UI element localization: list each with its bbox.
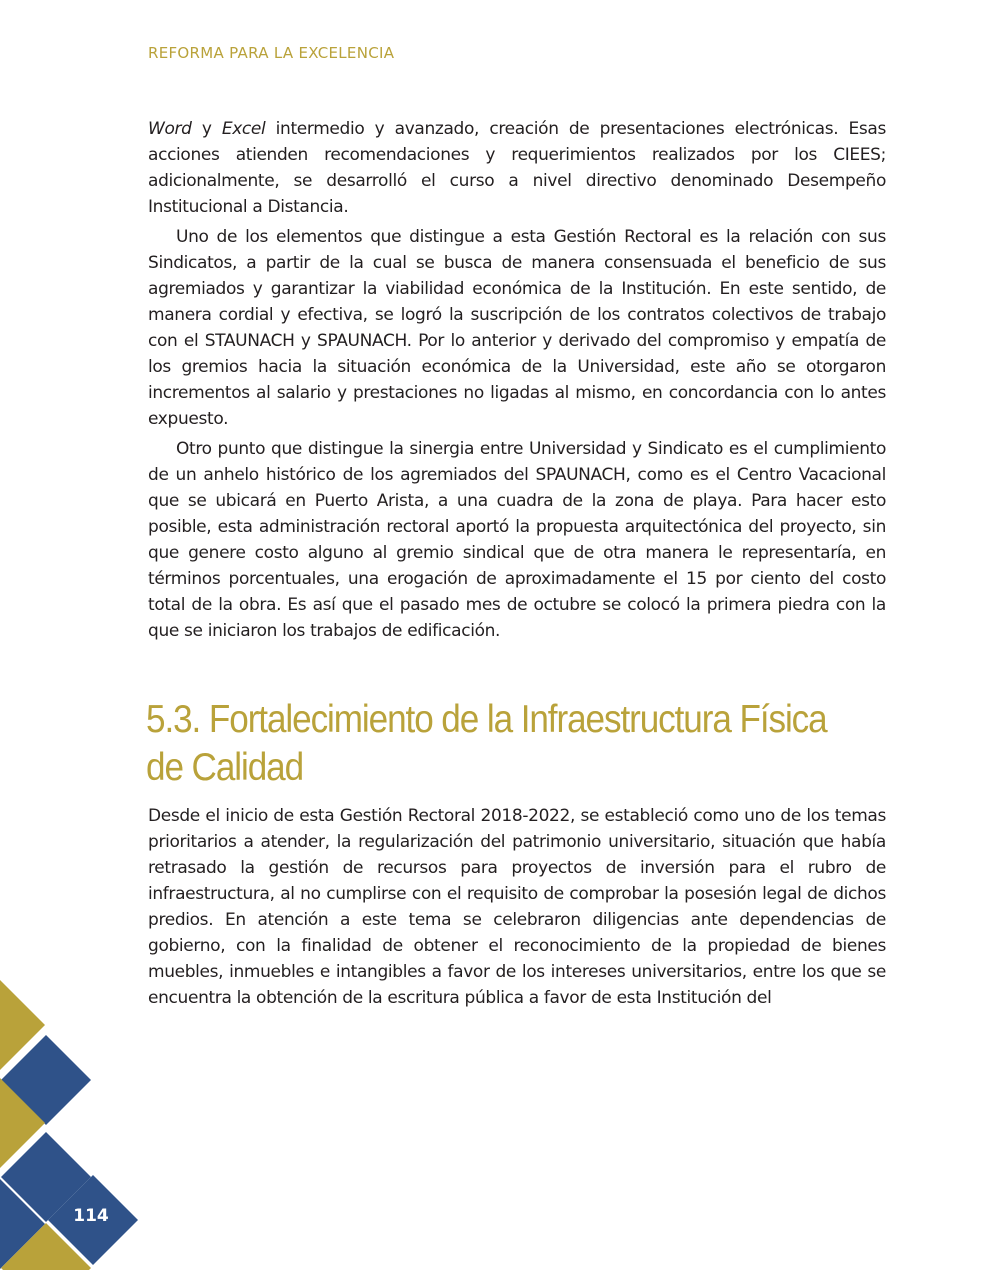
intro-text — [148, 116, 886, 648]
paragraph-1-text: intermedio y avanzado, creación de presentaciones electrónicas. Esas acciones atienden recomendaciones y requerimientos realizados por los CIEES; adicionalmente, se desarrolló el curso a nivel directivo denominado Desempeño Institucional a Distancia. — [148, 119, 886, 217]
section-heading: 5.3. Fortalecimiento de la Infraestructura Física de Calidad — [146, 698, 827, 789]
running-head: REFORMA PARA LA EXCELENCIA — [148, 44, 395, 62]
word-term: Word — [148, 119, 192, 139]
paragraph-1: Word y Excel intermedio y avanzado, creación de presentaciones electrónicas. Esas acciones atienden recomendaciones y requerimientos realizados por los CIEES; adicionalmente, se desarrolló el curso a nivel directivo denominado Desempeño Institucional a Distancia. — [148, 119, 886, 217]
paragraph-2: Uno de los elementos que distingue a esta Gestión Rectoral es la relación con sus Sindicatos, a partir de la cual se busca de manera consensuada el beneficio de sus agremiados y garantizar la viabilidad económica de la Institución. En este sentido, de manera cordial y efectiva, se logró la suscripción de los contratos colectivos de trabajo con el STAUNACH y SPAUNACH. Por lo anterior y derivado del compromiso y empatía de los gremios hacia la situación económica de la Universidad, este año se otorgaron incrementos al salario y prestaciones no ligadas al mismo, en concordancia con lo antes expuesto. — [148, 227, 886, 429]
paragraph-3: Otro punto que distingue la sinergia entre Universidad y Sindicato es el cumplimiento de un anhelo histórico de los agremiados del SPAUNACH, como es el Centro Vacacional que se ubicará en Puerto Arista, a una cuadra de la zona de playa. Para hacer esto posible, esta administración rectoral aportó la propuesta arquitectónica del proyecto, sin que genere costo alguno al gremio sindical que de otra manera le representaría, en términos porcentuales, una erogación de aproximadamente el 15 por ciento del costo total de la obra. Es así que el pasado mes de octubre se colocó la primera piedra con la que se iniciaron los trabajos de edificación. — [148, 439, 886, 641]
page-number: 114 — [73, 1206, 109, 1226]
excel-term: Excel — [221, 119, 266, 139]
section-text — [148, 803, 886, 1015]
section-paragraph-1: Desde el inicio de esta Gestión Rectoral 2018-2022, se estableció como uno de los temas prioritarios a atender, la regularización del patrimonio universitario, situación que había retrasado la gestión de recursos para proyectos de inversión para el rubro de infraestructura, al no cumplirse con el requisito de comprobar la posesión legal de dichos predios. En atención a este tema se celebraron diligencias ante dependencias de gobierno, con la finalidad de obtener el reconocimiento de la propiedad de bienes muebles, inmuebles e intangibles a favor de los intereses universitarios, entre los que se encuentra la obtención de la escritura pública a favor de esta Institución del — [148, 806, 886, 1008]
